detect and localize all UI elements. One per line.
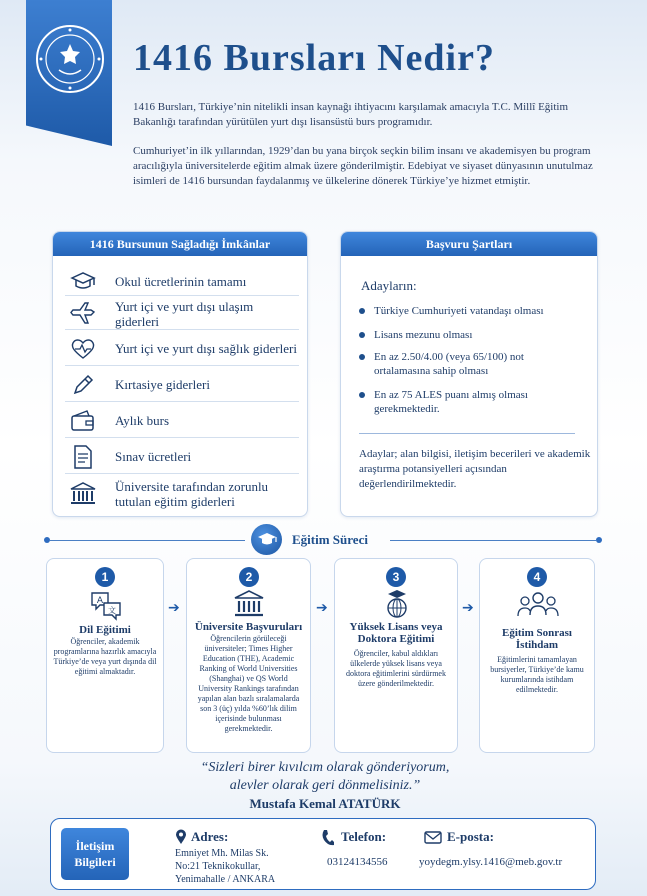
graduation-cap-icon (251, 524, 282, 555)
step-number: 4 (527, 567, 547, 587)
benefit-label: Kırtasiye giderleri (115, 377, 210, 392)
graduation-cap-icon (65, 271, 101, 293)
language-icon (90, 591, 122, 621)
email-heading: E-posta: (447, 829, 494, 844)
step-number: 1 (95, 567, 115, 587)
requirement-text: Türkiye Cumhuriyeti vatandaşı olması (374, 305, 544, 317)
address-line: Emniyet Mh. Milas Sk. (175, 848, 269, 859)
people-icon (517, 591, 559, 619)
pencil-icon (65, 373, 101, 397)
intro-paragraph-1: 1416 Bursları, Türkiye’nin nitelikli insan kaynağı ihtiyacını karşılamak amacıyla T.C. Millî Eğitim Bakanlığı tarafından yürütülen yurt dışı lisansüstü burs programıdır. (133, 101, 569, 128)
step-title: Üniversite Başvuruları (194, 621, 303, 633)
address-line: No:21 Teknikokullar, (175, 861, 261, 872)
quote-line: alevler olarak geri dönmelisiniz.” (229, 778, 421, 793)
svg-text:A: A (96, 596, 104, 606)
process-heading: Eğitim Süreci (292, 532, 368, 547)
phone-icon (321, 829, 335, 847)
intro-text (133, 100, 603, 203)
globe-graduation-icon (380, 589, 414, 619)
step-number: 2 (239, 567, 259, 587)
address-line: Yenimahalle / ANKARA (175, 874, 276, 885)
bullet-icon (359, 392, 365, 398)
phone-number[interactable]: 03124134556 (327, 856, 388, 868)
university-icon (65, 482, 101, 506)
benefits-heading: 1416 Bursunun Sağladığı İmkânlar (53, 232, 307, 256)
requirement-text: En az 75 ALES puanı almış olması gerekmektedir. (374, 389, 528, 415)
benefit-label: Yurt içi ve yurt dışı sağlık giderleri (115, 341, 297, 356)
divider-dot (596, 537, 602, 543)
step-text: Eğitimlerini tamamlayan bursiyerler, Türkiye’de kamu kurumlarında istihdam edilmektedir. (490, 655, 584, 694)
bullet-icon (359, 332, 365, 338)
address-heading: Adres: (191, 829, 229, 844)
contact-label: İletişim Bilgileri (61, 828, 129, 880)
benefit-item (65, 476, 299, 512)
quote-author: Mustafa Kemal ATATÜRK (249, 796, 401, 811)
process-step (479, 558, 595, 753)
process-step (186, 558, 311, 753)
requirement-item (359, 304, 589, 318)
page-title: 1416 Bursları Nedir? (133, 37, 495, 79)
arrow-right-icon: ➔ (316, 600, 328, 616)
meb-logo (35, 24, 105, 94)
step-text: Öğrenciler, akademik programlarına hazırlık amacıyla Türkiye’de veya yurt dışında dil eğitimi almaktadır. (53, 637, 157, 676)
benefit-label: Sınav ücretleri (115, 449, 192, 464)
wallet-icon (65, 410, 101, 432)
airplane-icon (65, 302, 101, 326)
email-address[interactable]: yoydegm.ylsy.1416@meb.gov.tr (419, 856, 563, 868)
requirement-text: En az 2.50/4.00 (veya 65/100) not ortalamasına sahip olması (374, 351, 524, 377)
location-pin-icon (175, 829, 187, 845)
benefit-item (65, 404, 299, 438)
arrow-right-icon: ➔ (462, 600, 474, 616)
university-icon (234, 590, 264, 618)
intro-paragraph-2: Cumhuriyet’in ilk yıllarından, 1929’dan bu yana birçok seçkin bilim insanı ve akademisyen bu program aracılığıyla üniversitelerde eğitim almak üzere gönderilmiştir. Edebiyat ve siyaset dünyasının unutulmaz isimleri de 1416 bursundan faydalanmış ve ülkelerine dönerek Türkiye’ye hizmet etmiştir. (133, 145, 593, 187)
requirement-item (359, 328, 589, 342)
requirements-heading: Başvuru Şartları (341, 232, 597, 256)
document-icon (65, 445, 101, 469)
divider (390, 540, 596, 541)
benefit-item (65, 368, 299, 402)
benefit-label: Aylık burs (115, 413, 170, 428)
requirements-subheading: Adayların: (361, 278, 417, 293)
step-title: Yüksek Lisans veya Doktora Eğitimi (349, 621, 443, 645)
benefit-label: Okul ücretlerinin tamamı (115, 274, 247, 289)
divider (359, 433, 575, 434)
benefit-item (65, 332, 299, 366)
bullet-icon (359, 308, 365, 314)
arrow-right-icon: ➔ (168, 600, 180, 616)
requirements-card (340, 231, 598, 517)
phone-heading: Telefon: (341, 829, 387, 844)
step-number: 3 (386, 567, 406, 587)
benefits-card (52, 231, 308, 517)
svg-text:文: 文 (108, 606, 116, 615)
benefit-item (65, 298, 299, 330)
requirement-text: Lisans mezunu olması (374, 329, 473, 341)
benefit-label: Üniversite tarafından zorunlu tutulan eğitim giderleri (115, 479, 269, 509)
bullet-icon (359, 354, 365, 360)
heart-pulse-icon (65, 338, 101, 360)
contact-box (50, 818, 596, 890)
step-title: Dil Eğitimi (79, 624, 131, 636)
process-step (334, 558, 458, 753)
quote-line: “Sizleri birer kıvılcım olarak gönderiyorum, (200, 760, 450, 775)
requirements-note: Adaylar; alan bilgisi, iletişim becerileri ve akademik araştırma potansiyelleri açısından değerlendirilmektedir. (359, 448, 591, 490)
divider (50, 540, 245, 541)
benefit-item (65, 268, 299, 296)
requirement-item (359, 388, 549, 416)
benefit-item (65, 440, 299, 474)
requirement-item (359, 350, 559, 378)
benefit-label: Yurt içi ve yurt dışı ulaşım giderleri (115, 298, 254, 329)
step-title: Eğitim Sonrası İstihdam (502, 627, 572, 651)
process-step (46, 558, 164, 753)
envelope-icon (424, 831, 442, 844)
step-text: Öğrenciler, kabul aldıkları ülkelerde yüksek lisans veya doktora eğitimlerini sürdürmek üzere gönderilmektedir. (346, 649, 446, 688)
step-text: Öğrencilerin görüleceği üniversiteler; Times Higher Education (THE), Academic Ranking of World Universities (Shanghai) ve QS World University Rankings tarafından yapılan alan bazlı sıralamalarda son 3 (üç) yılda %60’lık dilim içerisinde bulunması gerekmektedir. (197, 634, 300, 733)
